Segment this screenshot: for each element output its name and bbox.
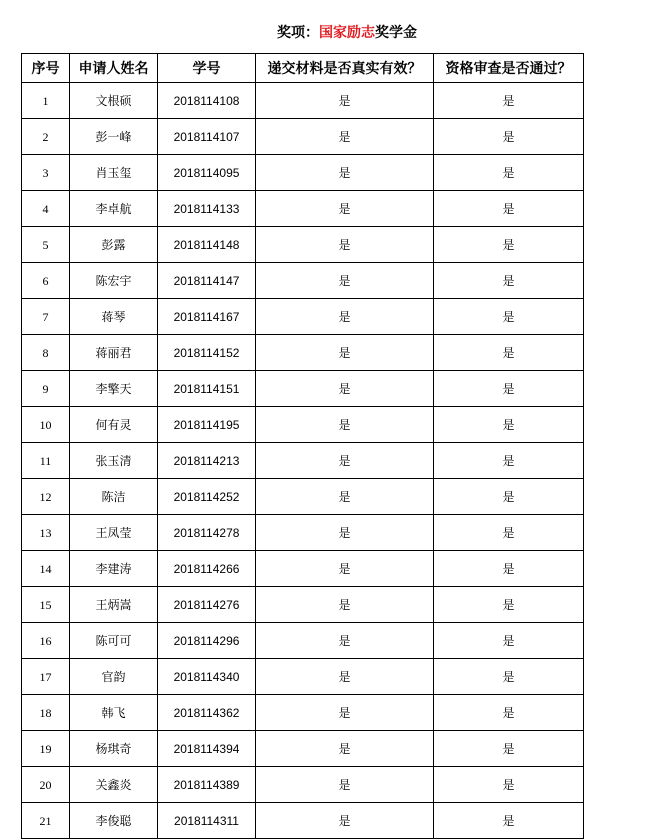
cell-qualification-passed: 是: [434, 299, 584, 335]
cell-student-id: 2018114311: [158, 803, 256, 839]
cell-name: 陈可可: [70, 623, 158, 659]
cell-materials-valid: 是: [256, 659, 434, 695]
table-header-row: [22, 54, 584, 83]
cell-student-id: 2018114278: [158, 515, 256, 551]
cell-student-id: 2018114147: [158, 263, 256, 299]
table-row: [22, 299, 584, 335]
cell-materials-valid: 是: [256, 119, 434, 155]
title-prefix: 奖项：: [277, 25, 319, 41]
cell-name: 陈洁: [70, 479, 158, 515]
cell-qualification-passed: 是: [434, 443, 584, 479]
cell-materials-valid: 是: [256, 731, 434, 767]
cell-name: 李俊聪: [70, 803, 158, 839]
cell-qualification-passed: 是: [434, 479, 584, 515]
cell-name: 肖玉玺: [70, 155, 158, 191]
table-row: [22, 443, 584, 479]
table-row: [22, 155, 584, 191]
cell-name: 官韵: [70, 659, 158, 695]
cell-materials-valid: 是: [256, 551, 434, 587]
title-highlight: 国家励志: [319, 25, 375, 41]
cell-materials-valid: 是: [256, 155, 434, 191]
cell-index: 5: [22, 227, 70, 263]
cell-qualification-passed: 是: [434, 119, 584, 155]
cell-name: 李卓航: [70, 191, 158, 227]
cell-qualification-passed: 是: [434, 227, 584, 263]
cell-materials-valid: 是: [256, 695, 434, 731]
cell-student-id: 2018114148: [158, 227, 256, 263]
cell-qualification-passed: 是: [434, 191, 584, 227]
cell-name: 文根硕: [70, 83, 158, 119]
cell-index: 11: [22, 443, 70, 479]
cell-name: 蒋琴: [70, 299, 158, 335]
cell-name: 何有灵: [70, 407, 158, 443]
cell-qualification-passed: 是: [434, 551, 584, 587]
cell-qualification-passed: 是: [434, 407, 584, 443]
cell-student-id: 2018114107: [158, 119, 256, 155]
table-row: [22, 227, 584, 263]
cell-qualification-passed: 是: [434, 767, 584, 803]
cell-materials-valid: 是: [256, 263, 434, 299]
cell-materials-valid: 是: [256, 83, 434, 119]
cell-student-id: 2018114152: [158, 335, 256, 371]
cell-materials-valid: 是: [256, 587, 434, 623]
cell-qualification-passed: 是: [434, 83, 584, 119]
cell-student-id: 2018114151: [158, 371, 256, 407]
cell-qualification-passed: 是: [434, 623, 584, 659]
cell-index: 13: [22, 515, 70, 551]
cell-index: 19: [22, 731, 70, 767]
table-row: [22, 695, 584, 731]
table-row: [22, 407, 584, 443]
cell-qualification-passed: 是: [434, 731, 584, 767]
cell-student-id: 2018114394: [158, 731, 256, 767]
cell-index: 16: [22, 623, 70, 659]
cell-index: 17: [22, 659, 70, 695]
cell-index: 9: [22, 371, 70, 407]
cell-materials-valid: 是: [256, 623, 434, 659]
cell-student-id: 2018114296: [158, 623, 256, 659]
cell-index: 18: [22, 695, 70, 731]
table-row: [22, 119, 584, 155]
header-qualification-passed: 资格审查是否通过？: [434, 54, 584, 83]
table-row: [22, 335, 584, 371]
cell-name: 韩飞: [70, 695, 158, 731]
cell-qualification-passed: 是: [434, 803, 584, 839]
cell-index: 3: [22, 155, 70, 191]
cell-materials-valid: 是: [256, 443, 434, 479]
header-name: 申请人姓名: [70, 54, 158, 83]
cell-student-id: 2018114095: [158, 155, 256, 191]
cell-materials-valid: 是: [256, 191, 434, 227]
cell-name: 李擎天: [70, 371, 158, 407]
cell-materials-valid: 是: [256, 767, 434, 803]
applicant-table: [21, 53, 584, 839]
title-suffix: 奖学金: [375, 25, 417, 41]
header-index: 序号: [22, 54, 70, 83]
cell-student-id: 2018114362: [158, 695, 256, 731]
cell-qualification-passed: 是: [434, 695, 584, 731]
cell-student-id: 2018114133: [158, 191, 256, 227]
cell-materials-valid: 是: [256, 407, 434, 443]
cell-materials-valid: 是: [256, 335, 434, 371]
title-text: [277, 22, 417, 42]
cell-name: 蒋丽君: [70, 335, 158, 371]
cell-index: 8: [22, 335, 70, 371]
cell-index: 10: [22, 407, 70, 443]
cell-name: 彭一峰: [70, 119, 158, 155]
cell-materials-valid: 是: [256, 227, 434, 263]
cell-index: 2: [22, 119, 70, 155]
cell-name: 李建涛: [70, 551, 158, 587]
cell-name: 张玉清: [70, 443, 158, 479]
cell-student-id: 2018114340: [158, 659, 256, 695]
cell-qualification-passed: 是: [434, 587, 584, 623]
cell-qualification-passed: 是: [434, 659, 584, 695]
table-row: [22, 83, 584, 119]
cell-student-id: 2018114167: [158, 299, 256, 335]
cell-index: 7: [22, 299, 70, 335]
cell-index: 6: [22, 263, 70, 299]
cell-materials-valid: 是: [256, 371, 434, 407]
cell-index: 21: [22, 803, 70, 839]
cell-materials-valid: 是: [256, 299, 434, 335]
table-row: [22, 263, 584, 299]
cell-student-id: 2018114389: [158, 767, 256, 803]
cell-qualification-passed: 是: [434, 263, 584, 299]
cell-student-id: 2018114266: [158, 551, 256, 587]
cell-name: 关鑫炎: [70, 767, 158, 803]
cell-index: 4: [22, 191, 70, 227]
table-row: [22, 479, 584, 515]
cell-qualification-passed: 是: [434, 155, 584, 191]
table-row: [22, 659, 584, 695]
table-row: [22, 551, 584, 587]
cell-student-id: 2018114213: [158, 443, 256, 479]
cell-materials-valid: 是: [256, 479, 434, 515]
table-body: [22, 83, 584, 839]
table-row: [22, 191, 584, 227]
cell-name: 杨琪奇: [70, 731, 158, 767]
cell-qualification-passed: 是: [434, 515, 584, 551]
cell-index: 20: [22, 767, 70, 803]
cell-name: 王炳嵩: [70, 587, 158, 623]
table-row: [22, 371, 584, 407]
cell-student-id: 2018114252: [158, 479, 256, 515]
cell-qualification-passed: 是: [434, 371, 584, 407]
cell-student-id: 2018114195: [158, 407, 256, 443]
header-materials-valid: 递交材料是否真实有效？: [256, 54, 434, 83]
table-row: [22, 587, 584, 623]
header-student-id: 学号: [158, 54, 256, 83]
table-row: [22, 803, 584, 839]
table-row: [22, 623, 584, 659]
page-title: [0, 22, 660, 46]
cell-index: 12: [22, 479, 70, 515]
cell-index: 14: [22, 551, 70, 587]
cell-name: 王凤莹: [70, 515, 158, 551]
cell-index: 15: [22, 587, 70, 623]
cell-student-id: 2018114276: [158, 587, 256, 623]
table-row: [22, 767, 584, 803]
cell-index: 1: [22, 83, 70, 119]
cell-materials-valid: 是: [256, 515, 434, 551]
table-row: [22, 731, 584, 767]
cell-student-id: 2018114108: [158, 83, 256, 119]
table-row: [22, 515, 584, 551]
cell-qualification-passed: 是: [434, 335, 584, 371]
cell-name: 彭露: [70, 227, 158, 263]
cell-materials-valid: 是: [256, 803, 434, 839]
cell-name: 陈宏宇: [70, 263, 158, 299]
